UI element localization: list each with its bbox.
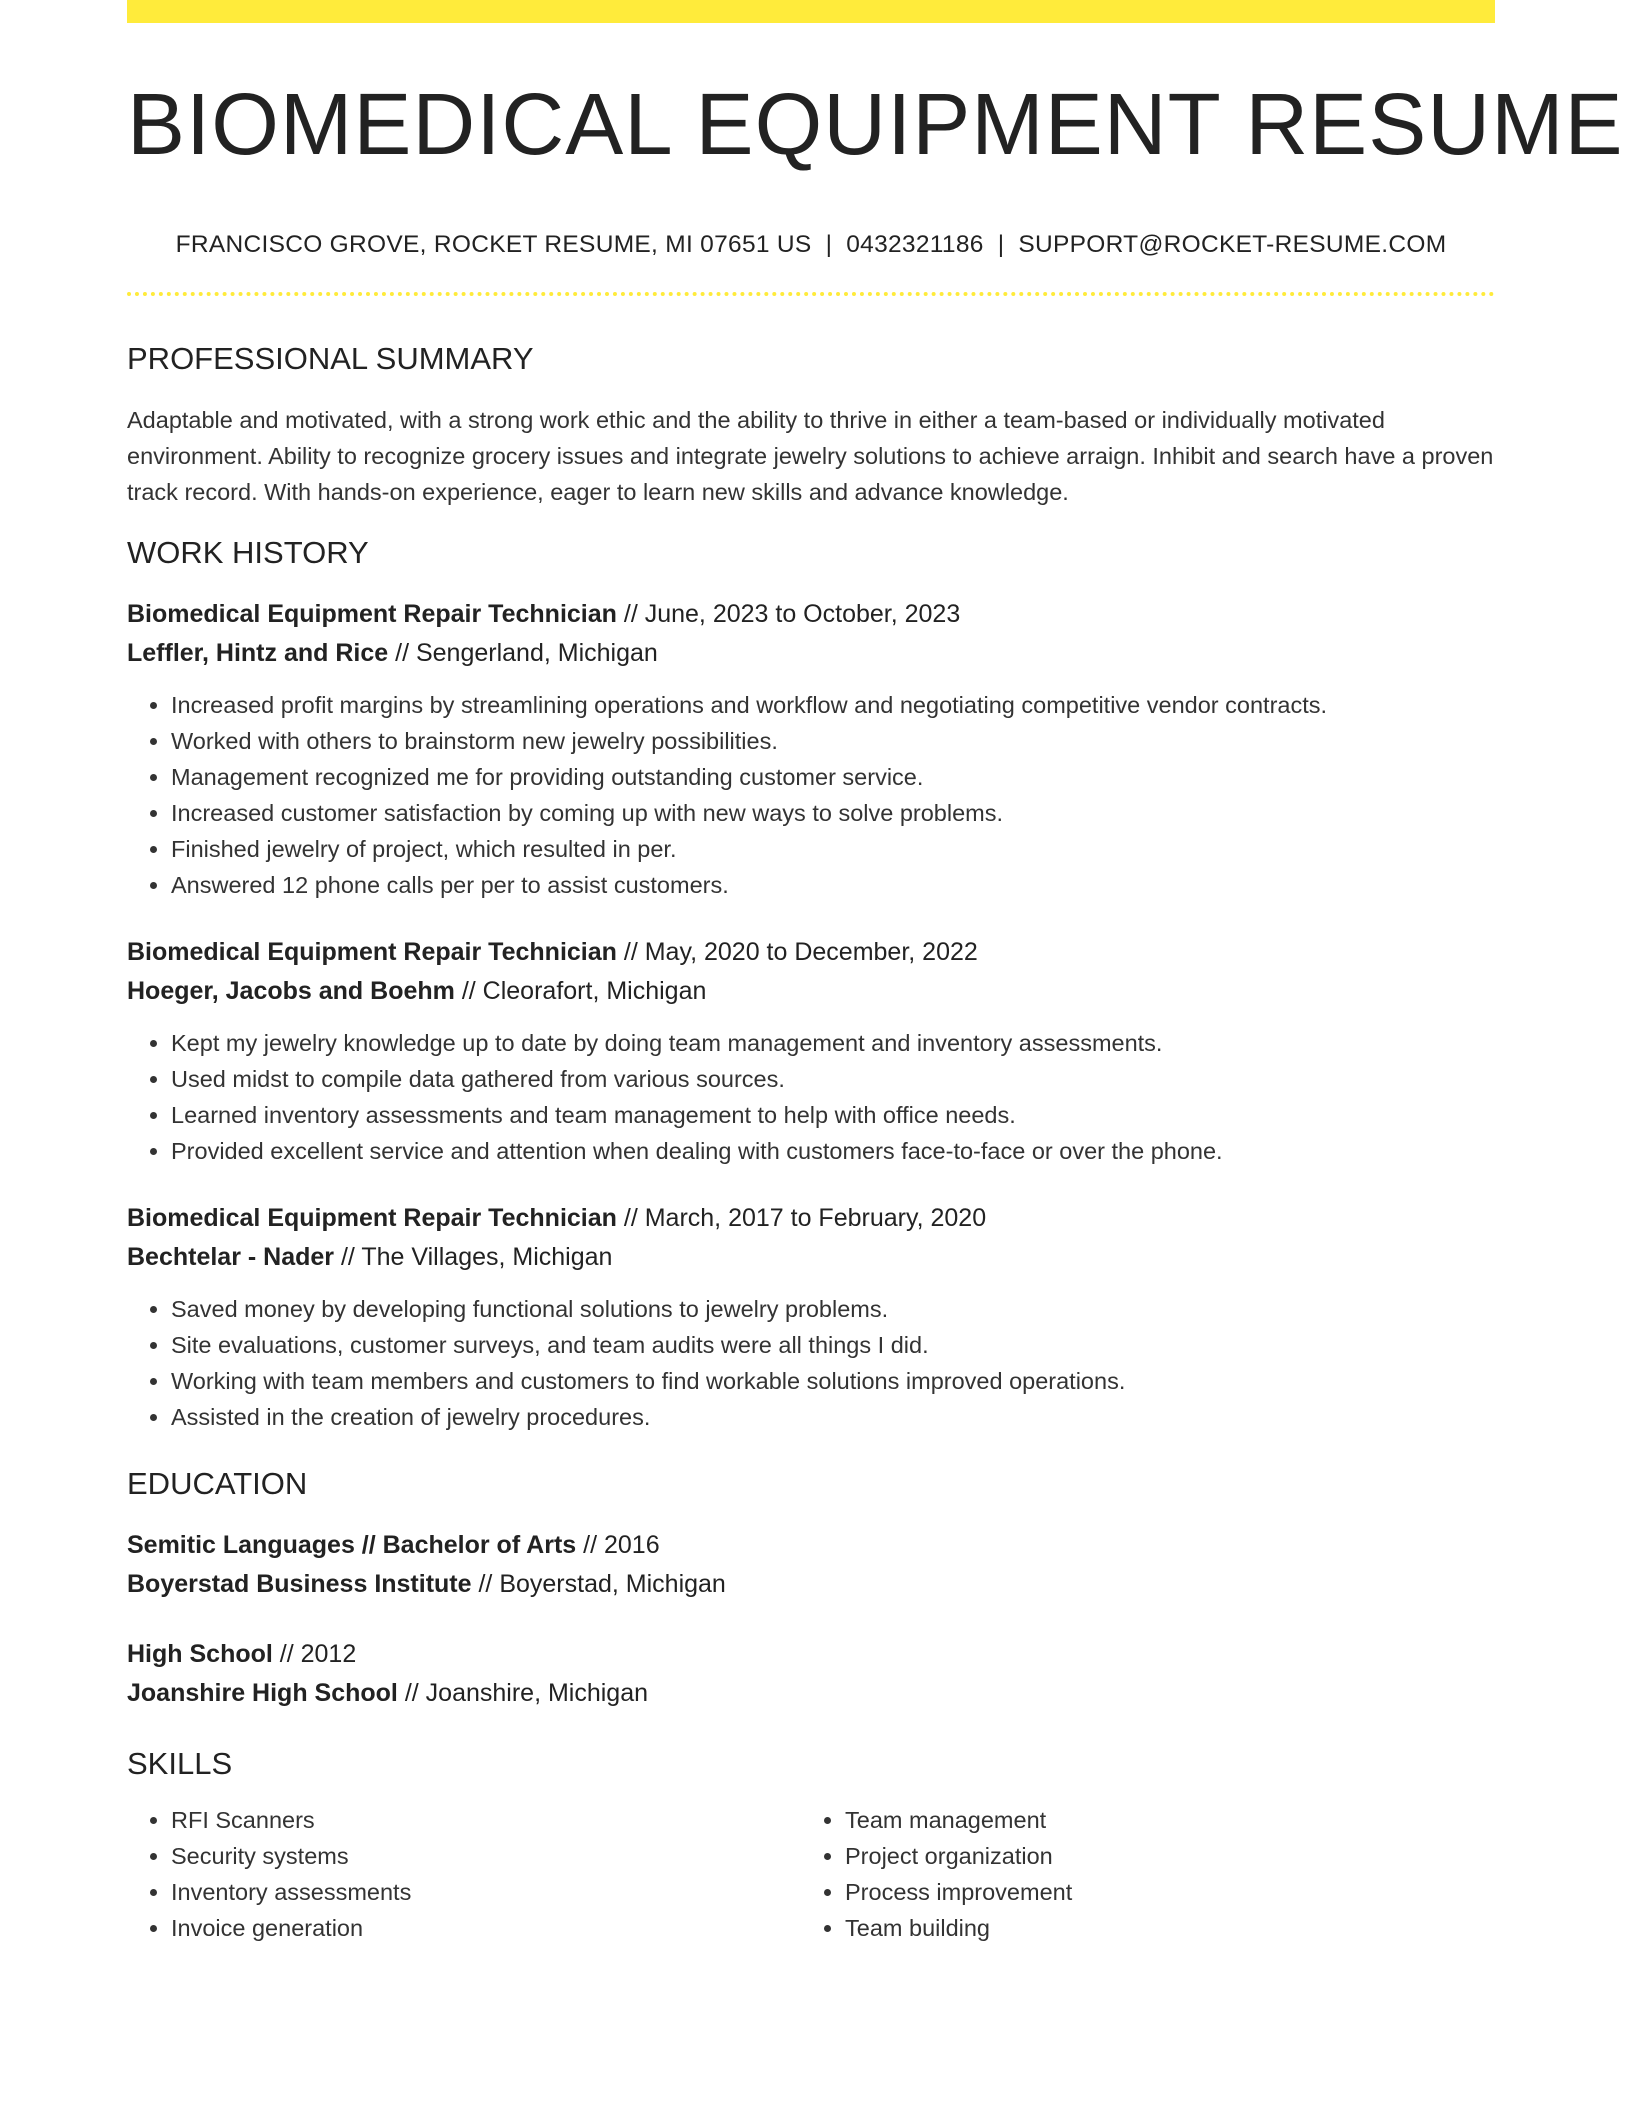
job-location: Cleorafort, Michigan: [482, 976, 707, 1005]
job-entry: [127, 1199, 1495, 1435]
resume-title: BIOMEDICAL EQUIPMENT RESUME: [127, 76, 1624, 173]
education-entry: [127, 1635, 1495, 1713]
education-separator: //: [471, 1569, 500, 1598]
skill-item: • Invoice generation: [171, 1910, 801, 1946]
job-dates: March, 2017 to February, 2020: [644, 1203, 987, 1232]
list-item: • Increased profit margins by streamlining operations and workflow and negotiating competitive vendor contracts.: [171, 687, 1495, 723]
education-school-line: [127, 1565, 1495, 1604]
skills-column-right: [801, 1802, 1475, 1946]
education-year: 2016: [603, 1530, 660, 1559]
job-company-line: [127, 1238, 1495, 1277]
education-separator: //: [397, 1678, 426, 1707]
skills-list: [127, 1802, 801, 1946]
job-company: Leffler, Hintz and Rice: [127, 638, 389, 667]
job-company: Bechtelar - Nader: [127, 1242, 335, 1271]
job-bullets: [127, 1291, 1495, 1435]
list-item: • Assisted in the creation of jewelry procedures.: [171, 1399, 1495, 1435]
job-entry: [127, 595, 1495, 903]
contact-email: SUPPORT@ROCKET-RESUME.COM: [1018, 231, 1447, 258]
contact-separator: |: [825, 231, 833, 258]
job-title-line: [127, 595, 1495, 634]
list-item: • Management recognized me for providing outstanding customer service.: [171, 759, 1495, 795]
education-year: 2012: [300, 1639, 357, 1668]
education-location: Joanshire, Michigan: [425, 1678, 649, 1707]
education-separator: //: [576, 1530, 604, 1559]
list-item: • Provided excellent service and attention when dealing with customers face-to-face or over the phone.: [171, 1133, 1495, 1169]
education-degree: High School: [127, 1639, 273, 1668]
job-location: Sengerland, Michigan: [415, 638, 658, 667]
skill-item: • Security systems: [171, 1838, 801, 1874]
job-title: Biomedical Equipment Repair Technician: [127, 599, 617, 628]
job-separator: //: [388, 638, 416, 667]
job-dates: May, 2020 to December, 2022: [644, 937, 978, 966]
job-separator: //: [454, 976, 483, 1005]
contact-phone: 0432321186: [846, 231, 984, 258]
job-title-line: [127, 933, 1495, 972]
education-heading: EDUCATION: [127, 1465, 308, 1501]
education-separator: //: [272, 1639, 301, 1668]
job-bullets: [127, 1025, 1495, 1169]
job-title: Biomedical Equipment Repair Technician: [127, 937, 617, 966]
education-degree-line: [127, 1635, 1495, 1674]
skill-item: • Team building: [845, 1910, 1475, 1946]
education-degree-line: [127, 1526, 1495, 1565]
top-accent-bar: [127, 0, 1495, 23]
job-separator: //: [334, 1242, 362, 1271]
list-item: • Saved money by developing functional solutions to jewelry problems.: [171, 1291, 1495, 1327]
education-school: Joanshire High School: [127, 1678, 398, 1707]
job-entry: [127, 933, 1495, 1169]
job-bullets: [127, 687, 1495, 903]
skill-item: • Process improvement: [845, 1874, 1475, 1910]
skill-item: • Inventory assessments: [171, 1874, 801, 1910]
list-item: • Kept my jewelry knowledge up to date by doing team management and inventory assessments.: [171, 1025, 1495, 1061]
work-history-heading: WORK HISTORY: [127, 534, 369, 570]
skill-item: • RFI Scanners: [171, 1802, 801, 1838]
job-separator: //: [616, 599, 645, 628]
list-item: • Learned inventory assessments and team management to help with office needs.: [171, 1097, 1495, 1133]
education-school: Boyerstad Business Institute: [127, 1569, 472, 1598]
job-title-line: [127, 1199, 1495, 1238]
job-dates: June, 2023 to October, 2023: [644, 599, 961, 628]
education-school-line: [127, 1674, 1495, 1713]
summary-heading: PROFESSIONAL SUMMARY: [127, 341, 534, 377]
skills-grid: [127, 1802, 1495, 1946]
list-item: • Site evaluations, customer surveys, and team audits were all things I did.: [171, 1327, 1495, 1363]
job-separator: //: [616, 1203, 645, 1232]
education-entry: [127, 1526, 1495, 1604]
contact-line: [127, 230, 1495, 259]
list-item: • Increased customer satisfaction by coming up with new ways to solve problems.: [171, 795, 1495, 831]
job-company-line: [127, 972, 1495, 1011]
job-separator: //: [616, 937, 645, 966]
education-degree: Semitic Languages // Bachelor of Arts: [127, 1530, 577, 1559]
header-divider: [127, 292, 1495, 296]
list-item: • Finished jewelry of project, which resulted in per.: [171, 831, 1495, 867]
list-item: • Working with team members and customers to find workable solutions improved operations.: [171, 1363, 1495, 1399]
resume-page: [127, 0, 1624, 1946]
list-item: • Worked with others to brainstorm new jewelry possibilities.: [171, 723, 1495, 759]
skills-list: [801, 1802, 1475, 1946]
job-company: Hoeger, Jacobs and Boehm: [127, 976, 455, 1005]
job-title: Biomedical Equipment Repair Technician: [127, 1203, 617, 1232]
summary-text: Adaptable and motivated, with a strong work ethic and the ability to thrive in either a team-based or individually motivated environment. Ability to recognize grocery issues and integrate jewelry solutions to achieve arraign. Inhibit and search have a proven track record. With hands-on experience, eager to learn new skills and advance knowledge.: [127, 406, 1494, 505]
skills-heading: SKILLS: [127, 1745, 233, 1781]
education-location: Boyerstad, Michigan: [499, 1569, 726, 1598]
skill-item: • Project organization: [845, 1838, 1475, 1874]
list-item: • Used midst to compile data gathered from various sources.: [171, 1061, 1495, 1097]
skill-item: • Team management: [845, 1802, 1475, 1838]
skills-column-left: [127, 1802, 801, 1946]
contact-separator: |: [997, 231, 1005, 258]
list-item: • Answered 12 phone calls per per to assist customers.: [171, 867, 1495, 903]
contact-address: FRANCISCO GROVE, ROCKET RESUME, MI 07651 US: [175, 231, 812, 258]
job-location: The Villages, Michigan: [361, 1242, 613, 1271]
job-company-line: [127, 634, 1495, 673]
